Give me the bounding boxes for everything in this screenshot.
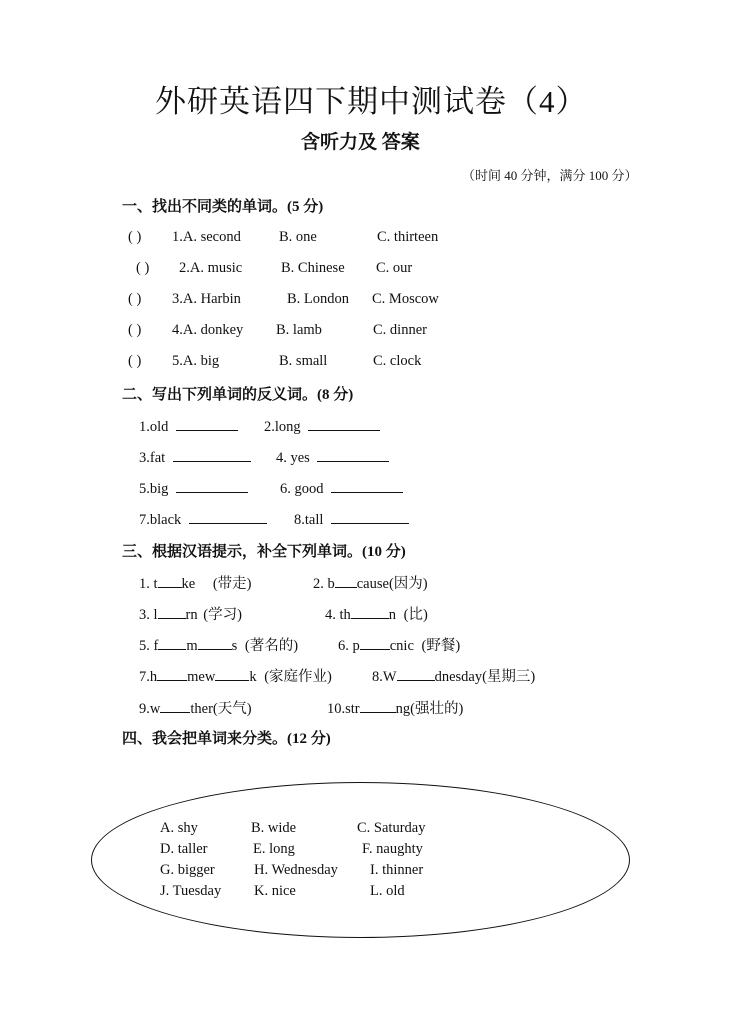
section-2-heading: 二、写出下列单词的反义词。(8 分) [122,387,354,403]
option-b: B. Chinese [281,260,345,276]
option-c: C. clock [373,353,422,369]
antonym-item [139,416,238,436]
answer-blank[interactable] [189,509,267,524]
word-label: 1.old [139,419,169,435]
answer-parenthesis[interactable]: ( ) [128,291,142,307]
option-a: 5.A. big [172,353,220,369]
section-1-heading: 一、找出不同类的单词。(5 分) [122,199,324,215]
word-middle: mew [187,669,216,685]
letter-blank[interactable] [360,698,396,713]
spelling-item [325,603,428,624]
spelling-item [139,665,332,686]
word-start: 1. t [139,576,158,592]
word-option: L. old [370,883,405,899]
letter-blank[interactable] [351,604,389,619]
word-bank-ellipse [91,782,630,938]
answer-parenthesis[interactable]: ( ) [128,229,142,245]
letter-blank[interactable] [215,666,249,681]
word-start: 5. f [139,638,159,654]
answer-blank[interactable] [331,478,403,493]
answer-blank[interactable] [176,478,248,493]
word-label: 7.black [139,512,182,528]
time-note: （时间 40 分钟，满分 100 分） [462,168,638,183]
antonym-item [139,447,251,467]
word-label: 6. good [280,481,324,497]
answer-parenthesis[interactable]: ( ) [128,353,142,369]
word-end: k [249,669,257,685]
chinese-hint: (家庭作业) [264,669,332,685]
option-b: B. one [279,229,317,245]
chinese-hint: (著名的) [244,638,299,654]
letter-blank[interactable] [198,635,232,650]
letter-blank[interactable] [158,604,186,619]
word-option: G. bigger [160,862,215,878]
option-c: C. Moscow [372,291,439,307]
section-4-heading: 四、我会把单词来分类。(12 分) [122,731,331,747]
answer-parenthesis[interactable]: ( ) [136,260,150,276]
word-start: 3. l [139,607,158,623]
option-c: C. dinner [373,322,427,338]
chinese-hint: (野餐) [421,638,461,654]
answer-blank[interactable] [331,509,409,524]
word-start: 9.w [139,701,161,717]
answer-blank[interactable] [176,416,238,431]
word-option: H. Wednesday [254,862,338,878]
letter-blank[interactable] [158,573,182,588]
spelling-item [338,634,460,655]
word-label: 4. yes [276,450,310,466]
spelling-item [313,572,428,593]
answer-parenthesis[interactable]: ( ) [128,322,142,338]
antonym-item [139,509,267,529]
page-title: 外研英语四下期中测试卷（4） [155,84,588,119]
word-start: 4. th [325,607,351,623]
word-start: 2. b [313,576,335,592]
word-label: 2.long [264,419,301,435]
option-a: 1.A. second [172,229,241,245]
answer-blank[interactable] [173,447,251,462]
word-end: n [388,607,397,623]
antonym-item [294,509,409,529]
letter-blank[interactable] [335,573,357,588]
antonym-item [139,478,248,498]
letter-blank[interactable] [397,666,435,681]
section-3-heading: 三、根据汉语提示，补全下列单词。(10 分) [122,544,406,560]
chinese-hint: (带走) [212,576,252,592]
word-option: F. naughty [362,841,423,857]
word-end: ther(天气) [190,701,252,717]
option-a: 4.A. donkey [172,322,244,338]
spelling-item [327,697,463,718]
option-c: C. thirteen [377,229,439,245]
word-end: cause(因为) [356,576,428,592]
word-start: 8.W [372,669,397,685]
word-start: 10.str [327,701,360,717]
word-option: A. shy [160,820,198,836]
word-middle: m [186,638,198,654]
word-option: E. long [253,841,295,857]
word-option: I. thinner [370,862,424,878]
spelling-item [139,634,298,655]
word-end: ng(强壮的) [395,701,464,717]
letter-blank[interactable] [157,666,187,681]
antonym-item [264,416,380,436]
chinese-hint: (学习) [203,607,242,623]
letter-blank[interactable] [160,698,190,713]
word-option: C. Saturday [357,820,426,836]
option-c: C. our [376,260,413,276]
word-end: ke [181,576,196,592]
word-option: B. wide [251,820,297,836]
answer-blank[interactable] [308,416,380,431]
option-a: 3.A. Harbin [172,291,241,307]
chinese-hint: (比) [403,607,428,623]
answer-blank[interactable] [317,447,389,462]
word-option: K. nice [254,883,296,899]
page-subtitle: 含听力及 答案 [301,132,420,153]
word-start: 7.h [139,669,158,685]
option-b: B. small [279,353,328,369]
antonym-item [280,478,403,498]
word-label: 5.big [139,481,169,497]
letter-blank[interactable] [158,635,186,650]
word-label: 8.tall [294,512,324,528]
option-b: B. lamb [276,322,322,338]
word-end: rn [185,607,198,623]
option-b: B. London [287,291,350,307]
word-option: J. Tuesday [160,883,222,899]
word-end: dnesday(星期三) [434,669,536,685]
spelling-item [139,572,252,593]
word-end: s [231,638,238,654]
word-option: D. taller [160,841,208,857]
antonym-item [276,447,389,467]
letter-blank[interactable] [360,635,390,650]
word-label: 3.fat [139,450,166,466]
spelling-item [372,665,535,686]
spelling-item [139,603,242,624]
word-end: cnic [389,638,414,654]
spelling-item [139,697,252,718]
option-a: 2.A. music [179,260,243,276]
word-start: 6. p [338,638,360,654]
